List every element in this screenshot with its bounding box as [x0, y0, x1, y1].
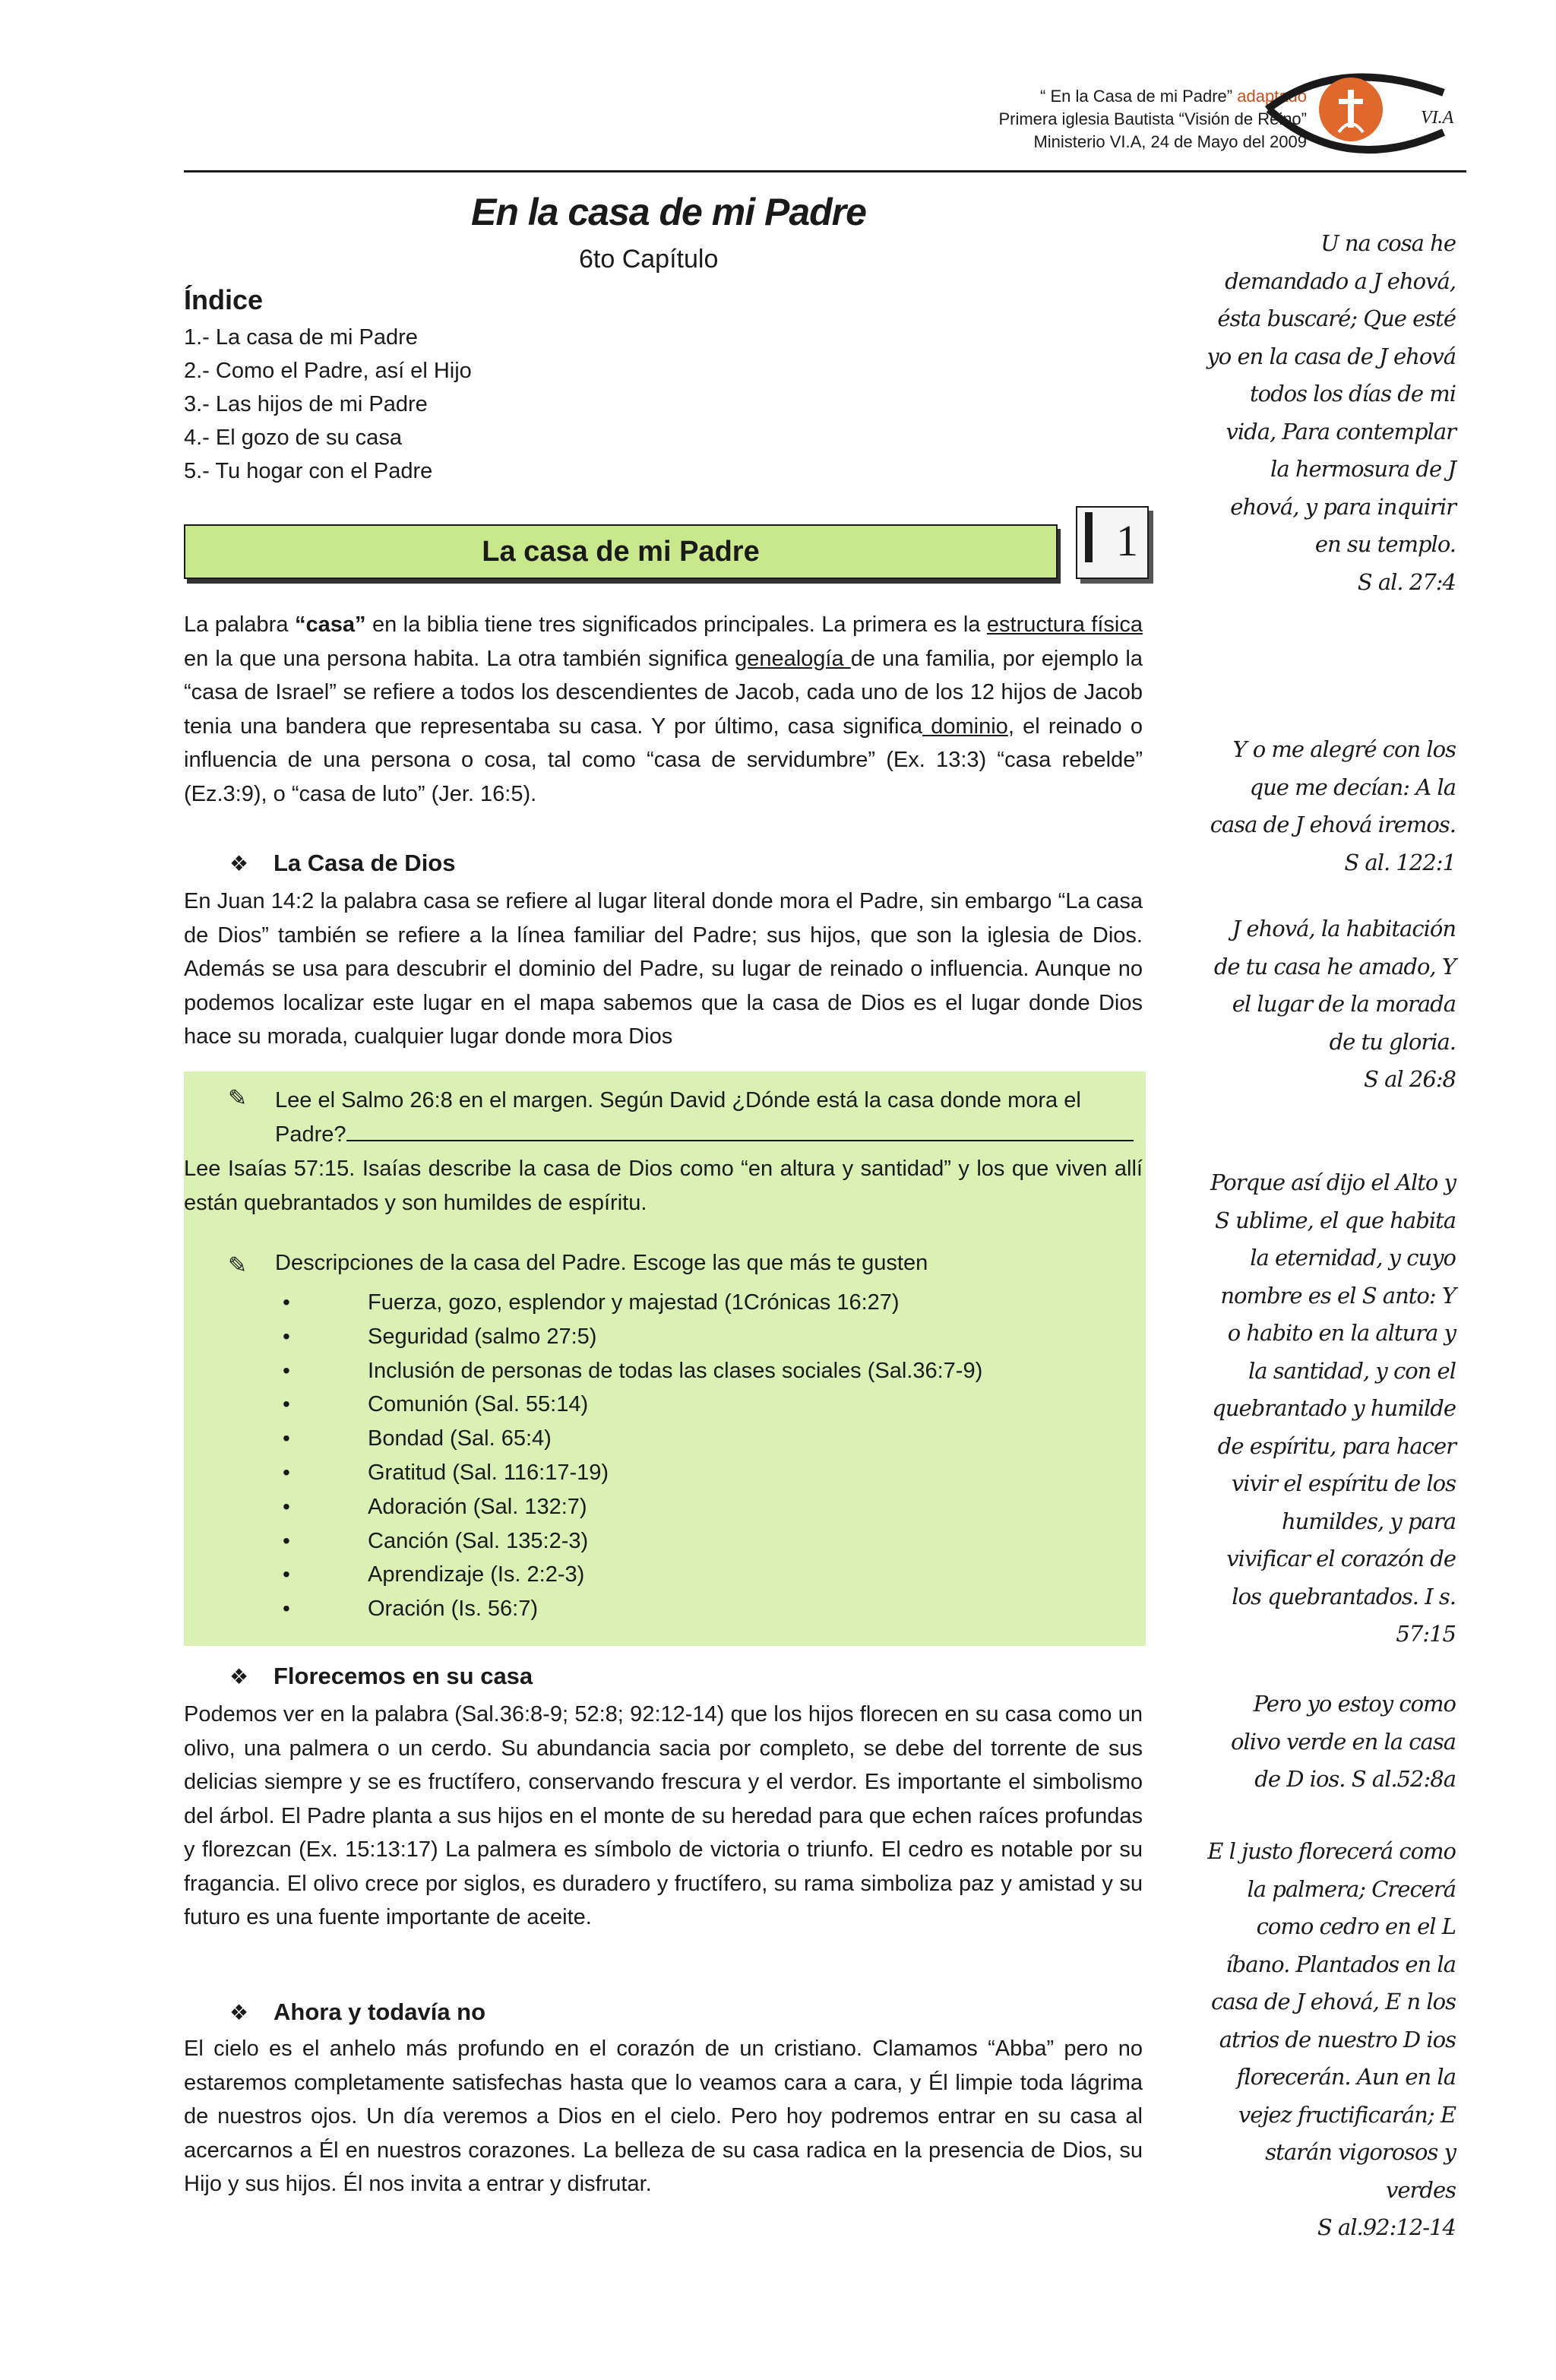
attribute-item: • Oración (Is. 56:7)	[283, 1592, 982, 1626]
question-1-prompt: Padre?	[275, 1122, 346, 1147]
section-banner	[184, 524, 1058, 579]
index-item: 1.- La casa de mi Padre	[184, 325, 418, 350]
index-item: 4.- El gozo de su casa	[184, 426, 402, 450]
genealogia-term: genealogía	[735, 646, 851, 671]
verse-reference: S al. 122:1	[1344, 849, 1456, 875]
intro-text: , el reinado o influencia de una persona o cosa, tal como “casa de servidumbre” (Ex. 13:3) “casa rebelde” (Ez.3:9), o “casa de luto” (Jer. 16:5).	[184, 714, 1143, 806]
intro-paragraph	[184, 608, 1143, 811]
attribute-item: • Adoración (Sal. 132:7)	[283, 1490, 982, 1524]
intro-text: de una familia, por ejemplo la “casa de Israel” se refiere a todos los descendientes de Jacob, cada uno de los 12 hijos de Jacob tenia una bandera que representaba su casa. Y por último, casa significa	[184, 646, 1143, 739]
attribute-item: • Aprendizaje (Is. 2:2-3)	[283, 1558, 982, 1592]
index-item: 3.- Las hijos de mi Padre	[184, 392, 428, 416]
cross-icon	[1348, 90, 1354, 128]
margin-verse	[1205, 731, 1456, 881]
verse-text: E l justo florecerá como la palmera; Crecerá como cedro en el L íbano. Plantados en la casa de J ehová, E n los atrios de nuestro D ios florecerán. Aun en la vejez fructificarán; E starán vigorosos y verdes	[1207, 1838, 1456, 2203]
header-ministry-date: Ministerio VI.A, 24 de Mayo del 2009	[1033, 132, 1307, 151]
question-1-text: Lee el Salmo 26:8 en el margen. Según David ¿Dónde está la casa donde mora el	[275, 1088, 1081, 1112]
verse-reference: S al 26:8	[1364, 1066, 1456, 1092]
ahora-paragraph: El cielo es el anhelo más profundo en el corazón de un cristiano. Clamamos “Abba” pero no estaremos completamente satisfechas hasta que lo veamos cara a cara, y Él limpie toda lágrima de nuestros ojos. Un día veremos a Dios en el cielo. Pero hoy podremos entrar en su casa al acercarnos a Él en nuestros corazones. La belleza de su casa radica en la presencia de Dios, su Hijo y sus hijos. Él nos invita a entrar y disfrutar.	[184, 2037, 1143, 2196]
diamond-bullet-icon: ❖	[229, 2001, 249, 2024]
question-2: Lee Isaías 57:15. Isaías describe la casa de Dios como “en altura y santidad” y los que viven allí están quebrantados y son humildes de espíritu.	[184, 1157, 1143, 1215]
attribute-item: • Bondad (Sal. 65:4)	[283, 1422, 982, 1456]
index-item: 2.- Como el Padre, así el Hijo	[184, 359, 472, 383]
verse-text: Porque así dijo el Alto y S ublime, el que habita la eternidad, y cuyo nombre es el S anto: Y o habito en la altura y la santidad, y con el quebrantado y humilde de espíritu, para hacer vivir el espíritu de los humildes, y para vivificar el corazón de los quebrantados. I s. 57:15	[1210, 1169, 1456, 1647]
verse-reference: S al.92:12-14	[1317, 2214, 1456, 2240]
eye-cross-logo	[1261, 62, 1466, 161]
index-list	[184, 321, 472, 488]
margin-verse	[1205, 1833, 1456, 2247]
verse-text: U na cosa he demandado a J ehová, ésta buscaré; Que esté yo en la casa de J ehová todos los días de mi vida, Para contemplar la hermosura de J ehová, y para inquirir en su templo.	[1207, 230, 1456, 557]
section-heading: Ahora y todavía no	[274, 1999, 486, 2025]
question-1	[275, 1084, 1146, 1151]
section-banner-label: La casa de mi Padre	[482, 536, 760, 568]
chapter-number-box	[1076, 506, 1149, 579]
diamond-bullet-icon: ❖	[229, 1665, 249, 1688]
margin-verse	[1205, 225, 1456, 601]
casa-dios-paragraph: En Juan 14:2 la palabra casa se refiere al lugar literal donde mora el Padre, sin embargo “La casa de Dios” también se refiere a la línea familiar del Padre; sus hijos, que son la iglesia de Dios. Además se usa para descubrir el dominio del Padre, su lugar de reinado o influencia. Aunque no podemos localizar este lugar en el mapa sabemos que la casa de Dios es el lugar donde Dios hace su morada, cualquier lugar donde mora Dios	[184, 889, 1143, 1049]
intro-text: en la que una persona habita. La otra también significa	[184, 646, 735, 671]
attribute-item: • Fuerza, gozo, esplendor y majestad (1Crónicas 16:27)	[283, 1286, 982, 1320]
section-heading: Florecemos en su casa	[274, 1663, 533, 1689]
question-1-answer-row	[275, 1118, 1146, 1152]
diamond-bullet-icon: ❖	[229, 852, 249, 875]
verse-text: Y o me alegré con los que me decían: A la casa de J ehová iremos.	[1210, 736, 1456, 837]
casa-term: “casa”	[294, 612, 366, 637]
verse-text: Pero yo estoy como olivo verde en la casa de D ios.	[1231, 1691, 1456, 1792]
dominio-term: dominio	[922, 714, 1008, 739]
intro-text: La palabra	[184, 612, 295, 637]
page-subtitle: 6to Capítulo	[579, 245, 719, 274]
margin-verse	[1205, 1685, 1456, 1799]
pencil-icon: ✎	[228, 1253, 248, 1278]
header-adapted-label: adaptado	[1232, 87, 1307, 106]
attribute-item: • Gratitud (Sal. 116:17-19)	[283, 1456, 982, 1490]
logo-text: VI.A	[1421, 108, 1454, 128]
verse-reference: S al.52:8a	[1351, 1766, 1456, 1792]
question-3: Descripciones de la casa del Padre. Escoge las que más te gusten	[275, 1251, 928, 1275]
attribute-item: • Comunión (Sal. 55:14)	[283, 1388, 982, 1422]
answer-blank-line[interactable]	[346, 1119, 1134, 1141]
verse-text: J ehová, la habitación de tu casa he amado, Y el lugar de la morada de tu gloria.	[1213, 916, 1456, 1055]
verse-reference: S al. 27:4	[1357, 568, 1456, 595]
intro-text: en la biblia tiene tres significados principales. La primera es la	[365, 612, 987, 637]
exclamation-icon	[1085, 512, 1093, 562]
attribute-item: • Canción (Sal. 135:2-3)	[283, 1524, 982, 1559]
pencil-icon: ✎	[228, 1086, 248, 1111]
margin-verse	[1205, 910, 1456, 1099]
margin-verse	[1205, 1164, 1456, 1654]
attribute-item: • Inclusión de personas de todas las clases sociales (Sal.36:7-9)	[283, 1354, 982, 1388]
index-heading: Índice	[184, 284, 264, 315]
section-heading: La Casa de Dios	[274, 850, 456, 876]
header-title: “ En la Casa de mi Padre”	[1040, 87, 1233, 106]
estructura-term: estructura física	[986, 612, 1143, 637]
attributes-list	[283, 1286, 982, 1626]
attribute-item: • Seguridad (salmo 27:5)	[283, 1320, 982, 1354]
header-rule	[184, 170, 1466, 172]
chapter-number: 1	[1116, 516, 1138, 565]
florecemos-paragraph: Podemos ver en la palabra (Sal.36:8-9; 52:8; 92:12-14) que los hijos florecen en su casa como un olivo, una palmera o un cerdo. Su abundancia sacia por completo, se debe del torrente de sus delicias siempre y se es fructífero, conservando frescura y el verdor. Es importante el simbolismo del árbol. El Padre planta a sus hijos en el monte de su heredad para que echen raíces profundas y florezcan (Ex. 15:13:17) La palmera es símbolo de victoria o triunfo. El cedro es notable por su fragancia. El olivo crece por siglos, es duradero y fructífero, su rama simboliza paz y amistad y su futuro es una fuente importante de aceite.	[184, 1702, 1143, 1929]
header-church: Primera iglesia Bautista “Visión de Reino”	[998, 109, 1307, 128]
index-item: 5.- Tu hogar con el Padre	[184, 459, 433, 483]
page-title: En la casa de mi Padre	[471, 191, 866, 233]
